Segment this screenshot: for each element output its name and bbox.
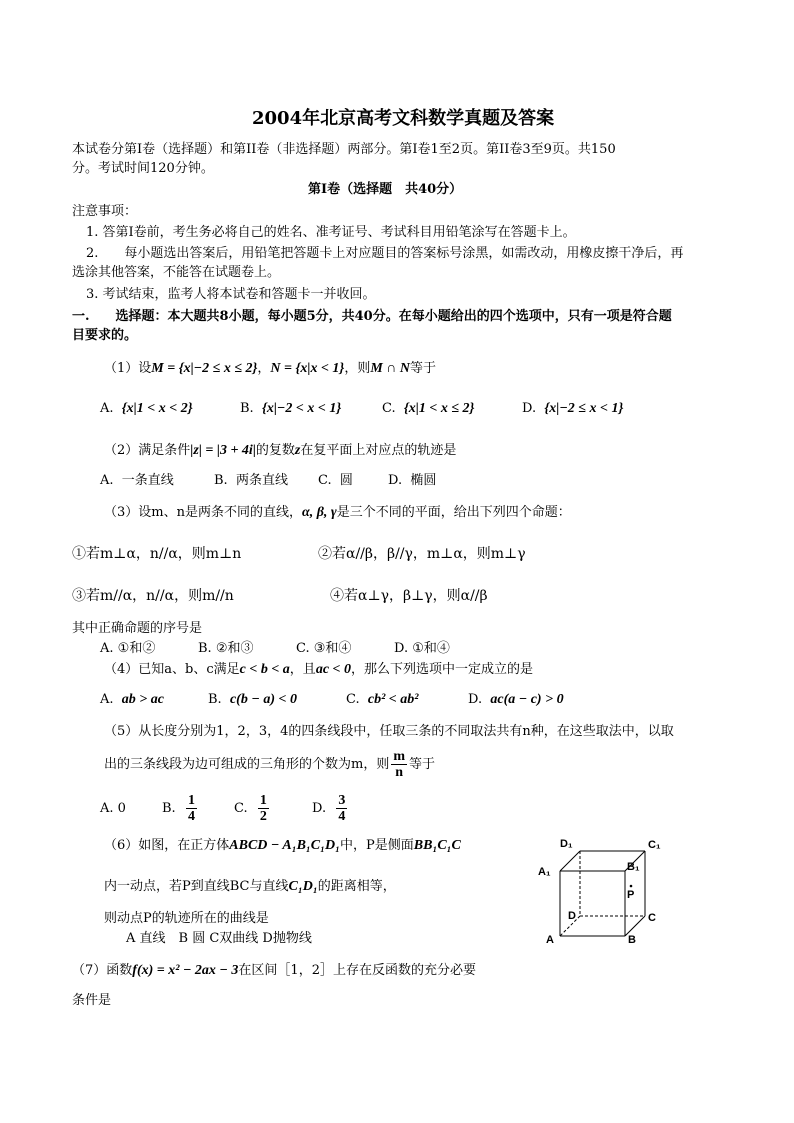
- q2-option-c: C. 圆: [318, 473, 353, 488]
- cube-label-b1: B₁: [627, 861, 640, 873]
- q2-option-d: D. 椭圆: [388, 473, 437, 488]
- cube-label-d1: D₁: [560, 838, 573, 850]
- q6-cube: ABCD − A₁B₁C₁D₁: [229, 838, 341, 853]
- cube-label-c: C: [648, 912, 656, 924]
- q4-option-b: B. c(b − a) < 0: [208, 692, 297, 707]
- q3-option-c: C. ③和④: [296, 641, 352, 656]
- notice-heading: 注意事项：: [72, 204, 138, 219]
- q4-condition-1: c < b < a: [239, 662, 290, 677]
- q1-option-d: D. {x|−2 ≤ x < 1}: [522, 401, 624, 416]
- q3-proposition-1: ①若m⊥α，n//α，则m⊥n: [72, 546, 242, 562]
- q5-option-b: B. $\frac{1}{4}$: [162, 793, 195, 824]
- question-6-line-3: 则动点P的轨迹所在的曲线是: [104, 911, 269, 926]
- question-5: （5）从长度分别为1，2，3，4的四条线段中，任取三条的不同取法共有n种，在这些取法中，以取: [104, 724, 674, 739]
- intro-line-1: 本试卷分第I卷（选择题）和第II卷（非选择题）两部分。第I卷1至2页。第II卷3至9页。共150: [72, 142, 616, 157]
- notice-1: 1. 答第I卷前，考生务必将自己的姓名、准考证号、考试科目用铅笔涂写在答题卡上。: [86, 225, 576, 240]
- notice-3: 3. 考试结束，监考人将本试卷和答题卡一并收回。: [86, 287, 376, 302]
- part1-heading-cont: 目要求的。: [72, 328, 138, 343]
- part1-heading: [72, 308, 672, 326]
- question-4: （4）已知a、b、c满足c < b < a，且ac < 0，那么下列选项中一定成立的是: [104, 662, 534, 677]
- q3-proposition-2: ②若α//β，β//γ，m⊥α，则m⊥γ: [318, 546, 526, 562]
- q2-condition: |z| = |3 + 4i|: [190, 443, 256, 458]
- cube-label-a: A: [546, 934, 554, 946]
- part1-text: 选择题：本大题共8小题，每小题5分，共40分。在每小题给出的四个选项中，只有一项是符合题: [115, 309, 672, 324]
- q6-face: BB₁C₁C: [413, 838, 461, 853]
- q2-option-a: A. 一条直线: [100, 473, 174, 488]
- question-6: （6）如图，在正方体ABCD − A₁B₁C₁D₁中，P是侧面BB₁C₁C: [104, 838, 461, 853]
- q4-option-c: C. cb² < ab²: [346, 692, 419, 707]
- q3-option-a: A. ①和②: [100, 641, 156, 656]
- cube-label-p: P: [627, 889, 635, 901]
- question-7: （7）函数f(x) = x² − 2ax − 3在区间［1，2］上存在反函数的充分必要: [72, 963, 476, 978]
- q7-function: f(x) = x² − 2ax − 3: [132, 963, 239, 978]
- cube-label-b: B: [628, 934, 636, 946]
- q3-proposition-4: ④若α⊥γ，β⊥γ，则α//β: [330, 588, 488, 604]
- q1-set-m: M = {x|−2 ≤ x ≤ 2}: [151, 361, 258, 376]
- part1-number: 一.: [72, 309, 90, 324]
- q5-option-c: C. $\frac{1}{2}$: [234, 793, 267, 824]
- q4-condition-2: ac < 0: [315, 662, 352, 677]
- q6-options: A 直线 B 圆 C双曲线 D抛物线: [126, 931, 312, 946]
- intro-line-2: 分。考试时间120分钟。: [72, 161, 214, 176]
- q1-option-b: B. {x|−2 < x < 1}: [240, 401, 342, 416]
- question-3: （3）设m、n是两条不同的直线，α, β, γ是三个不同的平面，给出下列四个命题：: [104, 505, 571, 520]
- q1-option-c: C. {x|1 < x ≤ 2}: [382, 401, 475, 416]
- question-1: （1）设M = {x|−2 ≤ x ≤ 2}，N = {x|x < 1}，则M ∩ N等于: [104, 361, 436, 376]
- cube-label-c1: C₁: [648, 839, 661, 851]
- q5-fraction: $\frac{m}{n}$: [393, 749, 405, 780]
- cube-figure: [530, 833, 680, 948]
- cube-label-a1: A₁: [538, 866, 551, 878]
- q5-option-a: A. 0: [100, 801, 126, 816]
- q4-option-a: A. ab > ac: [100, 692, 164, 707]
- q1-expression: M ∩ N: [370, 361, 410, 376]
- q2-option-b: B. 两条直线: [214, 473, 288, 488]
- q2-variable: z: [294, 443, 301, 458]
- q1-prefix: （1）设: [104, 361, 152, 376]
- notice-2-cont: 选涂其他答案，不能答在试题卷上。: [72, 265, 281, 280]
- q3-question: 其中正确命题的序号是: [72, 621, 203, 636]
- section-heading: 第I卷（选择题 共40分）: [308, 182, 463, 197]
- q1-suffix: 等于: [409, 361, 436, 376]
- question-2: （2）满足条件|z| = |3 + 4i|的复数z在复平面上对应点的轨迹是: [104, 443, 457, 458]
- cube-label-d: D: [568, 910, 576, 922]
- q3-option-b: B. ②和③: [198, 641, 254, 656]
- q3-planes: α, β, γ: [301, 505, 337, 520]
- q6-line: C₁D₁: [288, 879, 318, 894]
- question-6-line-2: 内一动点，若P到直线BC与直线C₁D₁的距离相等，: [104, 879, 396, 894]
- q3-option-d: D. ①和④: [394, 641, 450, 656]
- question-5-cont: 出的三条线段为边可组成的三角形的个数为m，则 $\frac{m}{n}$ 等于: [104, 749, 436, 780]
- page-title: 2004年北京高考文科数学真题及答案: [252, 108, 555, 129]
- q1-set-n: N = {x|x < 1}: [270, 361, 345, 376]
- question-7-cont: 条件是: [72, 993, 112, 1008]
- notice-2: 2. 每小题选出答案后，用铅笔把答题卡上对应题目的答案标号涂黑，如需改动，用橡皮擦干净后，再: [86, 246, 684, 261]
- q1-option-a: A. {x|1 < x < 2}: [100, 401, 193, 416]
- q4-option-d: D. ac(a − c) > 0: [468, 692, 564, 707]
- q3-proposition-3: ③若m//α，n//α，则m//n: [72, 588, 234, 604]
- q5-option-d: D. $\frac{3}{4}$: [312, 793, 346, 824]
- q1-mid: ，则: [344, 361, 371, 376]
